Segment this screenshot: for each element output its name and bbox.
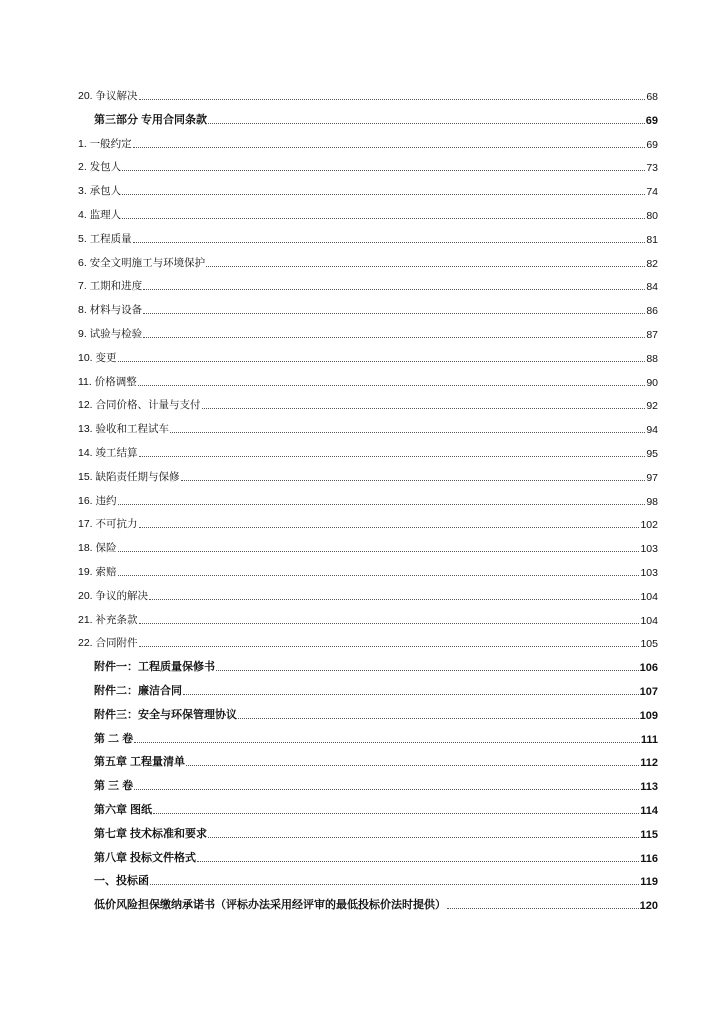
toc-entry-page-number: 102 — [640, 519, 658, 532]
toc-entry-page-number: 97 — [646, 471, 658, 484]
toc-entry-title: 第 二 卷 — [94, 732, 134, 745]
dot-leader — [143, 337, 645, 338]
toc-entry-title: 第五章 工程量清单 — [94, 756, 186, 769]
toc-entry-title: 第七章 技术标准和要求 — [94, 827, 208, 840]
dot-leader — [122, 170, 645, 171]
dot-leader — [149, 599, 639, 600]
toc-entry-title: 9. 试验与检验 — [78, 328, 143, 340]
toc-entry[interactable] — [78, 183, 658, 198]
toc-entry[interactable] — [78, 445, 658, 460]
dot-leader — [208, 837, 639, 838]
toc-entry[interactable] — [78, 516, 658, 531]
toc-entry[interactable] — [78, 136, 658, 151]
toc-entry-page-number: 80 — [646, 210, 658, 222]
toc-entry[interactable] — [78, 159, 658, 174]
toc-entry-title: 低价风险担保缴纳承诺书（评标办法采用经评审的最低投标价法时提供） — [94, 899, 446, 912]
toc-entry-title: 13. 验收和工程试车 — [78, 423, 170, 436]
dot-leader — [134, 742, 640, 743]
toc-entry-page-number: 106 — [639, 662, 658, 675]
toc-entry[interactable] — [94, 112, 658, 127]
toc-entry-title: 6. 安全文明施工与环境保护 — [78, 256, 206, 269]
toc-entry-page-number: 81 — [646, 233, 658, 246]
toc-entry-page-number: 107 — [639, 686, 658, 698]
toc-entry-page-number: 113 — [640, 781, 658, 794]
toc-entry-page-number: 90 — [646, 376, 658, 389]
toc-entry-page-number: 104 — [640, 614, 658, 627]
toc-entry-page-number: 120 — [639, 900, 658, 913]
toc-entry[interactable] — [78, 588, 658, 603]
toc-entry-title: 20. 争议的解决 — [78, 589, 149, 602]
toc-entry-title: 14. 竣工结算 — [78, 447, 138, 459]
toc-entry-page-number: 84 — [646, 281, 658, 294]
toc-entry-title: 附件一：工程质量保修书 — [94, 661, 215, 674]
dot-leader — [118, 551, 640, 552]
toc-entry-page-number: 95 — [646, 448, 658, 460]
toc-entry-title: 21. 补充条款 — [78, 613, 138, 626]
toc-entry[interactable] — [78, 421, 658, 436]
toc-entry-title: 8. 材料与设备 — [78, 304, 143, 317]
dot-leader — [139, 623, 640, 624]
toc-entry-page-number: 119 — [640, 876, 658, 889]
toc-entry-page-number: 87 — [646, 329, 658, 341]
toc-entry[interactable] — [78, 326, 658, 341]
toc-entry-title: 第三部分 专用合同条款 — [94, 113, 208, 126]
toc-entry-title: 3. 承包人 — [78, 185, 122, 198]
toc-entry-title: 附件二：廉洁合同 — [94, 685, 182, 697]
toc-entry[interactable] — [78, 231, 658, 246]
toc-entry-page-number: 92 — [646, 400, 658, 413]
toc-entry[interactable] — [94, 826, 658, 841]
dot-leader — [133, 147, 646, 148]
toc-entry-title: 4. 监理人 — [78, 209, 122, 221]
toc-entry[interactable] — [78, 350, 658, 365]
dot-leader — [197, 861, 639, 862]
toc-entry[interactable] — [94, 707, 658, 722]
toc-entry[interactable] — [94, 873, 658, 888]
dot-leader — [186, 765, 639, 766]
dot-leader — [150, 884, 639, 885]
toc-entry-page-number: 69 — [646, 138, 658, 151]
dot-leader — [118, 575, 640, 576]
toc-entry-page-number: 116 — [640, 852, 658, 865]
toc-entry-title: 1. 一般约定 — [78, 137, 132, 150]
toc-entry-title: 第 三 卷 — [94, 780, 134, 793]
toc-entry-page-number: 111 — [640, 733, 658, 746]
toc-entry-page-number: 82 — [646, 257, 658, 270]
dot-leader — [153, 813, 639, 814]
dot-leader — [181, 480, 646, 481]
toc-entry-page-number: 105 — [640, 638, 658, 651]
toc-entry[interactable] — [78, 302, 658, 317]
dot-leader — [143, 313, 645, 314]
dot-leader — [118, 361, 646, 362]
toc-entry-page-number: 86 — [646, 305, 658, 318]
toc-entry[interactable] — [78, 207, 658, 222]
toc-entry-page-number: 114 — [640, 805, 658, 817]
dot-leader — [216, 670, 639, 671]
dot-leader — [134, 789, 639, 790]
toc-entry-title: 10. 变更 — [78, 351, 117, 364]
toc-entry[interactable] — [78, 88, 658, 103]
dot-leader — [122, 194, 645, 195]
toc-entry-title: 第八章 投标文件格式 — [94, 851, 197, 864]
dot-leader — [139, 99, 646, 100]
toc-entry-title: 一、投标函 — [94, 875, 149, 888]
dot-leader — [138, 385, 646, 386]
toc-entry-page-number: 68 — [646, 91, 658, 103]
toc-entry-title: 11. 价格调整 — [78, 375, 137, 388]
toc-entry-title: 附件三：安全与环保管理协议 — [94, 708, 237, 721]
toc-entry-title: 20. 争议解决 — [78, 90, 138, 102]
toc-entry[interactable] — [94, 850, 658, 865]
toc-entry-title: 19. 索赔 — [78, 566, 117, 578]
toc-entry[interactable] — [78, 374, 658, 389]
toc-entry[interactable] — [94, 802, 658, 817]
toc-entry-page-number: 74 — [646, 186, 658, 199]
dot-leader — [139, 527, 640, 528]
toc-entry[interactable] — [78, 278, 658, 293]
toc-entry[interactable] — [94, 731, 658, 746]
dot-leader — [139, 456, 646, 457]
toc-entry-page-number: 98 — [646, 495, 658, 508]
toc-entry[interactable] — [78, 540, 658, 555]
toc-entry[interactable] — [78, 493, 658, 508]
toc-entry-page-number: 94 — [646, 424, 658, 437]
toc-entry-page-number: 88 — [646, 352, 658, 365]
dot-leader — [170, 432, 645, 433]
toc-entry-page-number: 73 — [646, 162, 658, 175]
dot-leader — [202, 408, 646, 409]
dot-leader — [118, 504, 646, 505]
dot-leader — [206, 266, 645, 267]
toc-entry-title: 18. 保险 — [78, 542, 117, 555]
toc-entry-title: 17. 不可抗力 — [78, 518, 138, 531]
toc-entry[interactable] — [94, 754, 658, 769]
toc-entry[interactable] — [78, 469, 658, 484]
toc-entry-title: 7. 工期和进度 — [78, 280, 143, 293]
dot-leader — [183, 694, 639, 695]
toc-entry[interactable] — [78, 635, 658, 650]
toc-entry[interactable] — [78, 564, 658, 579]
toc-entry-page-number: 104 — [640, 590, 658, 603]
toc-entry[interactable] — [78, 612, 658, 627]
dot-leader — [122, 218, 645, 219]
toc-entry-page-number: 112 — [640, 757, 658, 770]
toc-entry[interactable] — [94, 659, 658, 674]
toc-entry-page-number: 69 — [645, 114, 658, 127]
toc-entry[interactable] — [78, 255, 658, 270]
toc-entry-title: 第六章 图纸 — [94, 804, 153, 816]
dot-leader — [447, 908, 639, 909]
toc-entry-title: 12. 合同价格、计量与支付 — [78, 399, 201, 412]
toc-entry-page-number: 103 — [640, 543, 658, 556]
toc-entry[interactable] — [78, 397, 658, 412]
toc-entry-title: 5. 工程质量 — [78, 232, 132, 245]
dot-leader — [139, 646, 640, 647]
dot-leader — [238, 718, 639, 719]
toc-entry[interactable] — [94, 778, 658, 793]
toc-entry-title: 22. 合同附件 — [78, 637, 138, 650]
toc-entry-page-number: 103 — [640, 567, 658, 579]
dot-leader — [133, 242, 646, 243]
toc-entry-page-number: 115 — [640, 828, 658, 841]
toc-entry[interactable] — [94, 897, 658, 912]
toc-entry-page-number: 109 — [639, 709, 658, 722]
toc-entry[interactable] — [94, 683, 658, 698]
dot-leader — [208, 123, 645, 124]
toc-entry-title: 2. 发包人 — [78, 161, 122, 174]
toc-entry-title: 16. 违约 — [78, 494, 117, 507]
toc-entry-title: 15. 缺陷责任期与保修 — [78, 470, 180, 483]
dot-leader — [143, 289, 645, 290]
